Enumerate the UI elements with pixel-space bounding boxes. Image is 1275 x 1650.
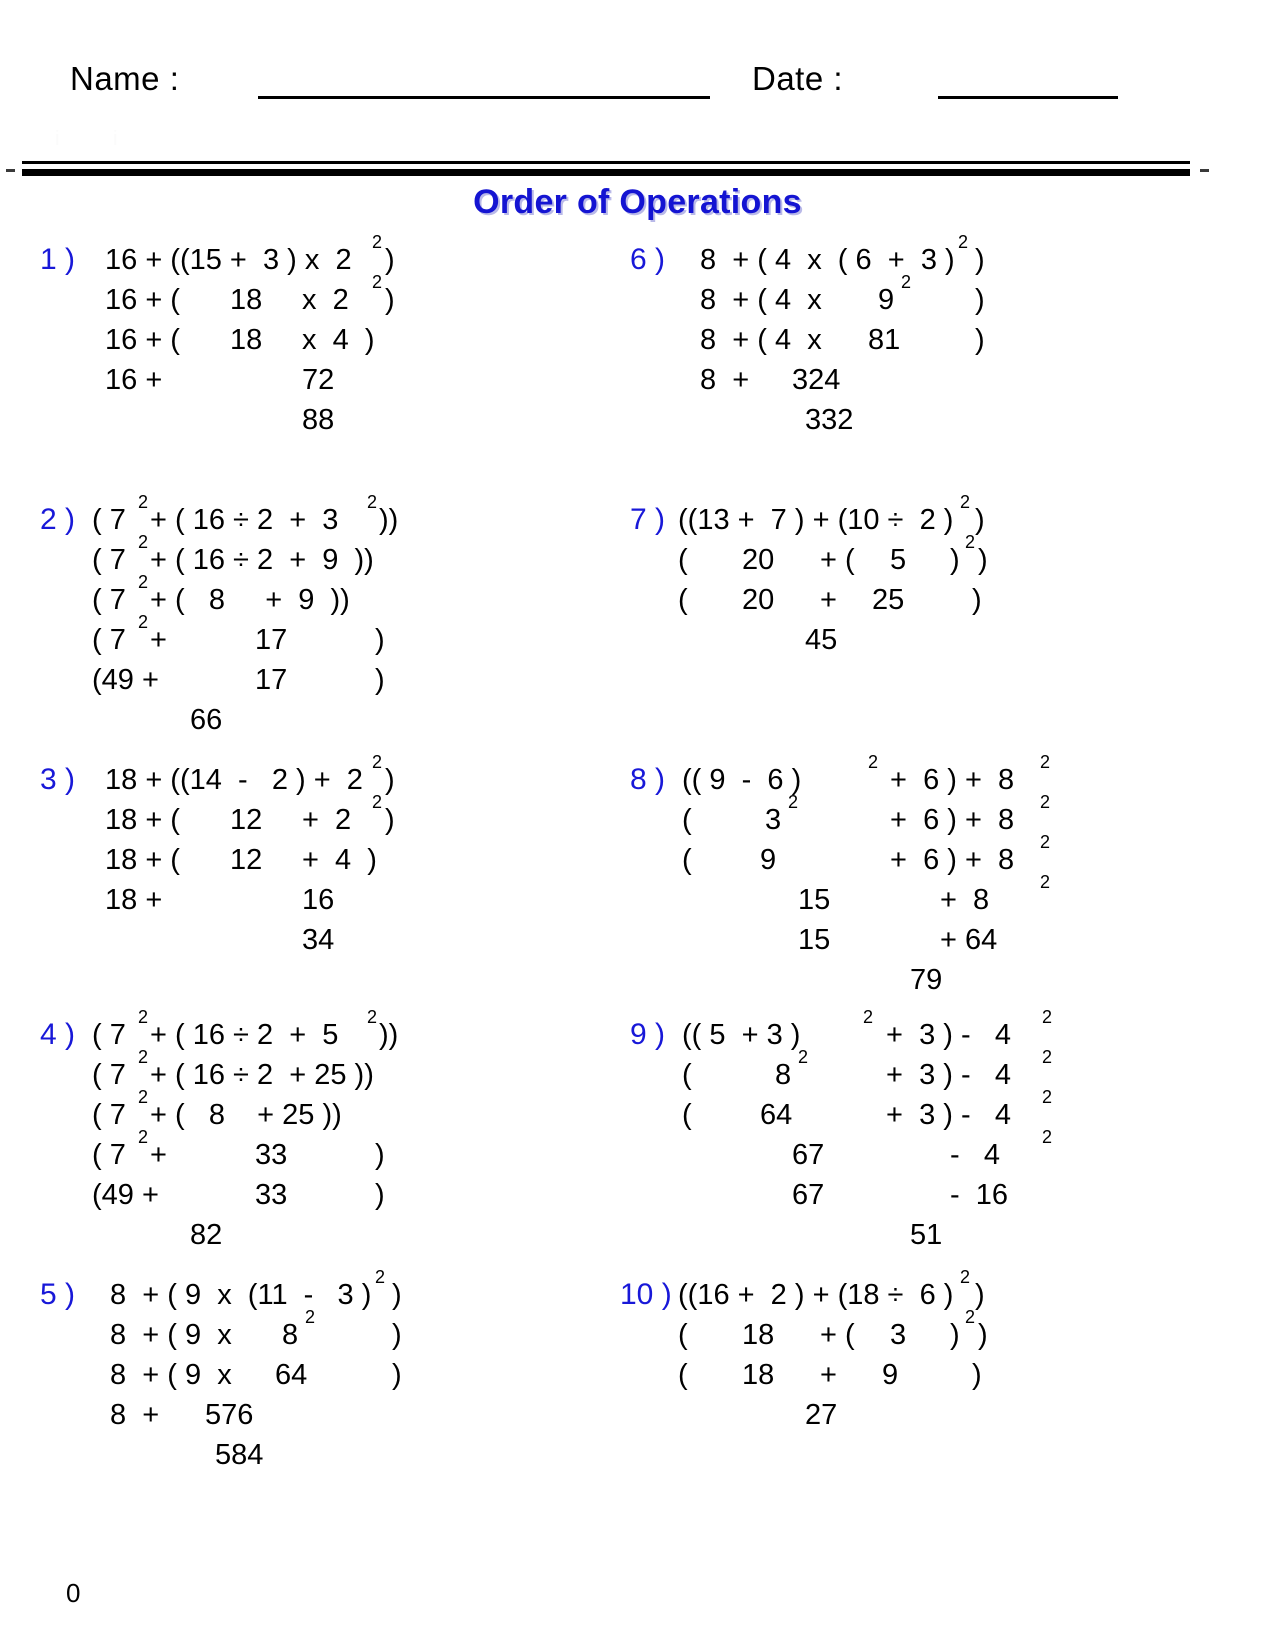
stray-page-zero: 0 (66, 1578, 81, 1608)
expression-segment-2: 576 (205, 1399, 254, 1431)
expression-segment-2: + 8 (940, 884, 990, 916)
expression-segment-1: 8 + ( 4 x (700, 284, 822, 316)
expression-segment-1: ( 7 (92, 1059, 126, 1091)
expression-segment-1: 332 (805, 404, 854, 436)
problem-6-line-4 (620, 360, 1220, 400)
exponent-glyph: 2 (372, 752, 383, 773)
exponent-glyph: 2 (1040, 792, 1051, 813)
expression-segment-5: ) (950, 1319, 960, 1351)
expression-segment-3: ) (975, 1279, 985, 1311)
exponent (868, 752, 879, 800)
problem-5-line-4 (30, 1395, 610, 1435)
expression-segment-2: 18 (742, 1319, 775, 1351)
exponent-glyph: 2 (1042, 1007, 1053, 1028)
exponent-glyph: 2 (960, 1267, 971, 1288)
exponent (1042, 1127, 1053, 1175)
problem-number-4: 4 ) (40, 1018, 76, 1051)
exponent-glyph: 2 (138, 1127, 149, 1148)
expression-segment-1: 79 (910, 964, 943, 996)
exponent (138, 612, 149, 660)
problem-3-line-4 (30, 880, 610, 920)
exponent-glyph: 2 (788, 792, 799, 813)
exponent-glyph: 2 (1042, 1047, 1053, 1068)
problem-3-line-1 (30, 752, 610, 800)
worksheet-header (0, 0, 1275, 150)
exponent (965, 532, 976, 580)
expression-segment-3: ) (392, 1279, 402, 1311)
exponent (788, 792, 799, 840)
problem-number-1: 1 ) (40, 243, 76, 276)
problem-2-line-2 (30, 532, 610, 580)
problem-9-line-6 (620, 1215, 1220, 1255)
date-blank-line[interactable] (938, 96, 1118, 99)
header-divider (0, 158, 1275, 180)
problem-2-line-4 (30, 612, 610, 660)
problem-number-2: 2 ) (40, 503, 76, 536)
expression-segment-2: 18 (230, 324, 263, 356)
problem-10-line-3 (620, 1355, 1220, 1395)
expression-segment-4: 3 (890, 1319, 907, 1351)
expression-segment-2: 3 (765, 804, 782, 836)
problem-5-line-2 (30, 1307, 610, 1355)
problem-2-line-3 (30, 572, 610, 620)
expression-segment-3: + (820, 584, 837, 616)
problem-9-line-5 (620, 1175, 1220, 1215)
expression-segment-1: ( (682, 804, 692, 836)
expression-segment-3: + ( 16 ÷ 2 + 25 )) (150, 1059, 374, 1091)
problem-1-line-4 (30, 360, 610, 400)
expression-segment-1: ( 7 (92, 624, 126, 656)
expression-segment-5: ) (375, 624, 385, 656)
expression-segment-3: + 6 ) + 8 (882, 844, 1015, 876)
expression-segment-2: - 16 (950, 1179, 1009, 1211)
expression-segment-1: ( (678, 584, 688, 616)
expression-segment-5: ) (972, 584, 982, 616)
expression-segment-1: 8 + (700, 364, 750, 396)
expression-segment-1: ( (682, 1099, 692, 1131)
problem-number-8: 8 ) (630, 763, 666, 796)
problem-8-line-6 (620, 960, 1220, 1000)
problem-number-3: 3 ) (40, 763, 76, 796)
problem-9-line-4 (620, 1127, 1220, 1175)
problem-number-6: 6 ) (630, 243, 666, 276)
problem-8-line-2 (620, 792, 1220, 840)
expression-segment-1: (49 + (92, 664, 159, 696)
expression-segment-2: 64 (760, 1099, 793, 1131)
expression-segment-2: 324 (792, 364, 841, 396)
exponent (375, 1267, 386, 1315)
expression-segment-3: + ( 16 ÷ 2 + 3 (150, 504, 339, 536)
exponent (367, 492, 378, 540)
exponent-glyph: 2 (138, 1047, 149, 1068)
problem-2-line-6 (30, 700, 610, 740)
exponent-glyph: 2 (138, 492, 149, 513)
expression-segment-3: + 3 ) - 4 (878, 1019, 1011, 1051)
exponent (138, 1127, 149, 1175)
expression-segment-3: ) (975, 504, 985, 536)
expression-segment-4: 25 (872, 584, 905, 616)
expression-segment-3: ) (975, 244, 985, 276)
expression-segment-3: + 3 ) - 4 (878, 1099, 1011, 1131)
problem-number-5: 5 ) (40, 1278, 76, 1311)
problem-8 (620, 752, 1220, 1000)
problem-8-line-1 (620, 752, 1220, 800)
problem-10-line-1 (620, 1267, 1220, 1315)
exponent (798, 1047, 809, 1095)
expression-segment-5: )) (379, 1019, 399, 1051)
expression-segment-1: ( 7 (92, 1019, 126, 1051)
expression-segment-4: 33 (255, 1139, 288, 1171)
expression-segment-5: ) (950, 544, 960, 576)
expression-segment-2: 20 (742, 584, 775, 616)
expression-segment-2: 81 (868, 324, 901, 356)
exponent-glyph: 2 (372, 792, 383, 813)
exponent (367, 1007, 378, 1055)
expression-segment-3: ) (975, 324, 985, 356)
page-title: Order of Operations (473, 183, 802, 221)
expression-segment-1: (49 + (92, 1179, 159, 1211)
problem-5-line-5 (30, 1435, 610, 1475)
problem-1-line-2 (30, 272, 610, 320)
problem-3-line-5 (30, 920, 610, 960)
expression-segment-1: (( 9 - 6 ) (682, 764, 802, 796)
expression-segment-1: 16 + (105, 364, 163, 396)
expression-segment-1: 67 (792, 1139, 825, 1171)
exponent-glyph: 2 (138, 532, 149, 553)
problem-2-line-1 (30, 492, 610, 540)
expression-segment-4: ) (392, 1319, 402, 1351)
expression-segment-3: + 4 ) (302, 844, 377, 876)
problem-9-line-3 (620, 1087, 1220, 1135)
expression-segment-4: ) (975, 284, 985, 316)
expression-segment-1: ( 7 (92, 1099, 126, 1131)
expression-segment-3: + 2 (302, 804, 352, 836)
problem-8-line-4 (620, 872, 1220, 920)
expression-segment-2: 20 (742, 544, 775, 576)
expression-segment-2: 18 (742, 1359, 775, 1391)
expression-segment-1: 66 (190, 704, 223, 736)
expression-segment-3: ) (385, 764, 395, 796)
expression-segment-3: + ( (820, 1319, 855, 1351)
exponent-glyph: 2 (138, 612, 149, 633)
problem-number-7: 7 ) (630, 503, 666, 536)
expression-segment-1: ( (678, 1319, 688, 1351)
expression-segment-1: ( (682, 844, 692, 876)
problem-10-line-4 (620, 1395, 1220, 1435)
exponent-glyph: 2 (138, 1087, 149, 1108)
exponent-glyph: 2 (958, 232, 969, 253)
exponent-glyph: 2 (138, 572, 149, 593)
expression-segment-4: + 3 ) - 4 (878, 1059, 1011, 1091)
expression-segment-1: ( (678, 544, 688, 576)
expression-segment-1: 45 (805, 624, 838, 656)
exponent-glyph: 2 (1040, 752, 1051, 773)
exponent-glyph: 2 (1042, 1127, 1053, 1148)
problem-4-line-1 (30, 1007, 610, 1055)
exponent (965, 1307, 976, 1355)
exponent-glyph: 2 (868, 752, 879, 773)
exponent-glyph: 2 (138, 1007, 149, 1028)
exponent (305, 1307, 316, 1355)
date-label: Date : (752, 60, 844, 97)
expression-segment-1: 16 + ( (105, 324, 180, 356)
expression-segment-2: 8 (775, 1059, 792, 1091)
expression-segment-1: 8 + (110, 1399, 160, 1431)
expression-segment-1: 18 + (105, 884, 163, 916)
problem-5-line-3 (30, 1355, 610, 1395)
expression-segment-1: ( (682, 1059, 692, 1091)
expression-segment-1: 8 + ( 4 x ( 6 + 3 ) (700, 244, 955, 276)
problem-4-line-5 (30, 1175, 610, 1215)
problem-8-line-5 (620, 920, 1220, 960)
expression-segment-5: ) (385, 804, 395, 836)
expression-segment-5: )) (379, 504, 399, 536)
expression-segment-2: - 4 (950, 1139, 1000, 1171)
problem-10-line-2 (620, 1307, 1220, 1355)
problem-6-line-1 (620, 232, 1220, 280)
problem-9 (620, 1007, 1220, 1255)
expression-segment-3: x 4 ) (302, 324, 375, 356)
expression-segment-2: + 64 (940, 924, 998, 956)
expression-segment-1: 34 (302, 924, 335, 956)
problem-3-line-3 (30, 840, 610, 880)
expression-segment-5: ) (375, 1139, 385, 1171)
problem-6-line-3 (620, 320, 1220, 360)
expression-segment-1: 18 + ( (105, 844, 180, 876)
expression-segment-3: ) (375, 1179, 385, 1211)
expression-segment-1: 82 (190, 1219, 223, 1251)
expression-segment-2: 64 (275, 1359, 308, 1391)
exponent (1040, 872, 1051, 920)
expression-segment-3: + ( 16 ÷ 2 + 5 (150, 1019, 339, 1051)
expression-segment-2: 72 (302, 364, 335, 396)
expression-segment-1: ( 7 (92, 1139, 126, 1171)
expression-segment-1: 15 (798, 924, 831, 956)
exponent (958, 232, 969, 280)
problem-2-line-5 (30, 660, 610, 700)
expression-segment-2: 17 (255, 664, 288, 696)
expression-segment-3: + ( 16 ÷ 2 + 9 )) (150, 544, 374, 576)
divider-bar (22, 161, 1190, 176)
expression-segment-2: 12 (230, 804, 263, 836)
expression-segment-1: 8 + ( 9 x (11 - 3 ) (110, 1279, 372, 1311)
expression-segment-3: + ( (820, 544, 855, 576)
expression-segment-2: 8 (282, 1319, 299, 1351)
problem-6 (620, 232, 1220, 440)
expression-segment-1: ((16 + 2 ) + (18 ÷ 6 ) (678, 1279, 954, 1311)
expression-segment-3: ) (392, 1359, 402, 1391)
problem-5 (30, 1267, 610, 1475)
problem-4-line-4 (30, 1127, 610, 1175)
problem-3 (30, 752, 610, 960)
exponent (372, 272, 383, 320)
problem-1 (30, 232, 610, 440)
problem-7-line-2 (620, 532, 1220, 580)
expression-segment-3: + (150, 624, 167, 656)
problem-1-line-3 (30, 320, 610, 360)
expression-segment-3: x 2 (302, 284, 349, 316)
problem-7 (620, 492, 1220, 660)
exponent-glyph: 2 (367, 492, 378, 513)
problem-7-line-4 (620, 620, 1220, 660)
expression-segment-1: 67 (792, 1179, 825, 1211)
exponent-glyph: 2 (960, 492, 971, 513)
exponent-glyph: 2 (1042, 1087, 1053, 1108)
expression-segment-1: 15 (798, 884, 831, 916)
expression-segment-2: 16 (302, 884, 335, 916)
expression-segment-7: ) (978, 544, 988, 576)
expression-segment-2: 9 (878, 284, 895, 316)
exponent-glyph: 2 (901, 272, 912, 293)
problem-4-line-6 (30, 1215, 610, 1255)
problem-4-line-2 (30, 1047, 610, 1095)
expression-segment-3: + ( 8 + 9 )) (150, 584, 350, 616)
problem-5-line-1 (30, 1267, 610, 1315)
exponent-glyph: 2 (372, 272, 383, 293)
expression-segment-3: ) (385, 244, 395, 276)
expression-segment-1: ((13 + 7 ) + (10 ÷ 2 ) (678, 504, 954, 536)
divider-tick-left-icon (6, 169, 15, 172)
exponent-glyph: 2 (375, 1267, 386, 1288)
expression-segment-1: ( 7 (92, 504, 126, 536)
exponent (863, 1007, 874, 1055)
divider-tick-right-icon (1200, 169, 1209, 172)
expression-segment-1: 584 (215, 1439, 264, 1471)
expression-segment-1: 8 + ( 9 x (110, 1359, 232, 1391)
exponent-glyph: 2 (863, 1007, 874, 1028)
exponent (901, 272, 912, 320)
exponent-glyph: 2 (965, 1307, 976, 1328)
expression-segment-1: 8 + ( 9 x (110, 1319, 232, 1351)
problem-6-line-2 (620, 272, 1220, 320)
expression-segment-2: 12 (230, 844, 263, 876)
problem-number-10: 10 ) (620, 1278, 672, 1311)
expression-segment-7: ) (978, 1319, 988, 1351)
expression-segment-1: 8 + ( 4 x (700, 324, 822, 356)
expression-segment-1: (( 5 + 3 ) (682, 1019, 801, 1051)
expression-segment-2: 33 (255, 1179, 288, 1211)
expression-segment-3: ) (375, 664, 385, 696)
expression-segment-1: 51 (910, 1219, 943, 1251)
name-blank-line[interactable] (258, 96, 710, 99)
exponent-glyph: 2 (372, 232, 383, 253)
name-label: Name : (70, 60, 180, 97)
expression-segment-3: + (150, 1139, 167, 1171)
problem-1-line-1 (30, 232, 610, 280)
faint-watermark-text: i i (55, 128, 142, 150)
problem-7-line-1 (620, 492, 1220, 540)
expression-segment-1: ( 7 (92, 584, 126, 616)
expression-segment-4: 17 (255, 624, 288, 656)
exponent-glyph: 2 (305, 1307, 316, 1328)
problem-6-line-5 (620, 400, 1220, 440)
problem-4-line-3 (30, 1087, 610, 1135)
problem-9-line-2 (620, 1047, 1220, 1095)
expression-segment-4: + 6 ) + 8 (882, 804, 1015, 836)
expression-segment-3: + (820, 1359, 837, 1391)
problem-4 (30, 1007, 610, 1255)
problem-3-line-2 (30, 792, 610, 840)
exponent-glyph: 2 (798, 1047, 809, 1068)
expression-segment-1: ( 7 (92, 544, 126, 576)
problem-number-9: 9 ) (630, 1018, 666, 1051)
expression-segment-2: 18 (230, 284, 263, 316)
expression-segment-2: 9 (760, 844, 777, 876)
expression-segment-3: + ( 8 + 25 )) (150, 1099, 342, 1131)
expression-segment-5: ) (972, 1359, 982, 1391)
problem-1-line-5 (30, 400, 610, 440)
expression-segment-1: 18 + ( (105, 804, 180, 836)
expression-segment-1: 18 + ((14 - 2 ) + 2 (105, 764, 363, 796)
expression-segment-3: + 6 ) + 8 (882, 764, 1015, 796)
exponent-glyph: 2 (367, 1007, 378, 1028)
problem-7-line-3 (620, 580, 1220, 620)
exponent-glyph: 2 (1040, 872, 1051, 893)
expression-segment-4: 5 (890, 544, 907, 576)
expression-segment-1: 16 + ( (105, 284, 180, 316)
expression-segment-1: 88 (302, 404, 335, 436)
expression-segment-1: 27 (805, 1399, 838, 1431)
problem-8-line-3 (620, 832, 1220, 880)
exponent-glyph: 2 (1040, 832, 1051, 853)
exponent-glyph: 2 (965, 532, 976, 553)
expression-segment-1: ( (678, 1359, 688, 1391)
problem-10 (620, 1267, 1220, 1435)
exponent (372, 792, 383, 840)
expression-segment-4: 9 (882, 1359, 899, 1391)
problem-9-line-1 (620, 1007, 1220, 1055)
expression-segment-1: 16 + ((15 + 3 ) x 2 (105, 244, 352, 276)
expression-segment-5: ) (385, 284, 395, 316)
problem-2 (30, 492, 610, 740)
